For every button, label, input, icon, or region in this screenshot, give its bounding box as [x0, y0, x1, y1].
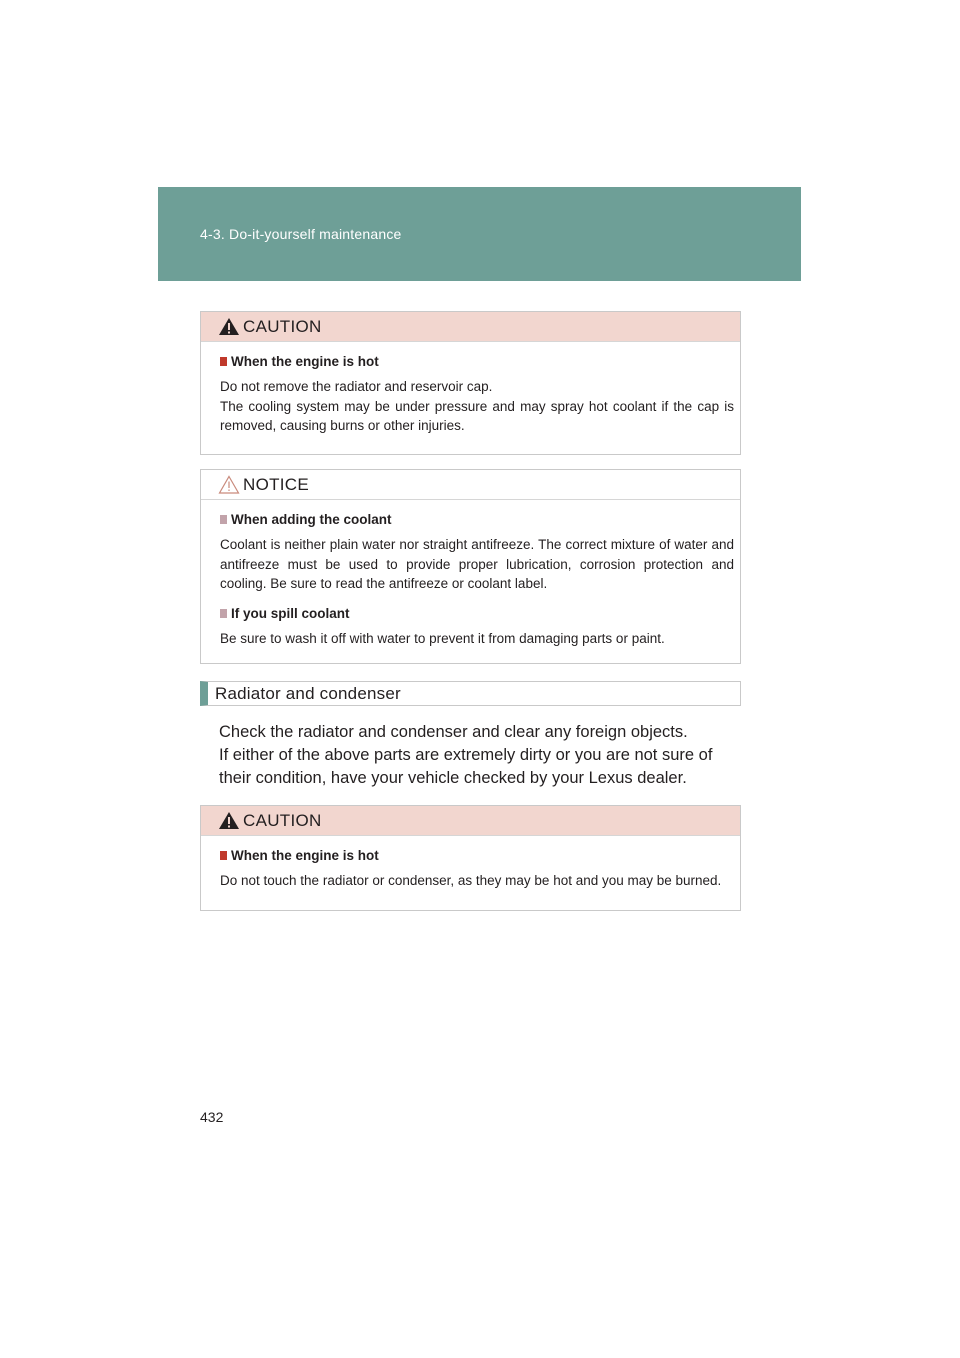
bullet-square-icon — [220, 357, 227, 366]
notice-header — [201, 470, 740, 500]
notice-box-coolant — [200, 469, 741, 664]
body-paragraph: If either of the above parts are extremely dirty or you are not sure of their condition, have your vehicle checked by your Lexus dealer. — [219, 746, 713, 787]
warning-triangle-icon — [218, 811, 240, 830]
section-heading-bar — [200, 681, 741, 706]
caution-item-text: Do not remove the radiator and reservoir cap. The cooling system may be under pressure and may spray hot coolant if the cap is removed, causing burns or other injuries. — [220, 379, 734, 433]
section-title: Radiator and condenser — [215, 684, 401, 703]
caution-title: CAUTION — [243, 317, 322, 336]
caution-box-engine-hot — [200, 311, 741, 455]
caution-box-radiator-hot — [200, 805, 741, 911]
bullet-square-icon — [220, 851, 227, 860]
caution-item-heading: When the engine is hot — [220, 354, 734, 369]
notice-item-text: Be sure to wash it off with water to prevent it from damaging parts or paint. — [220, 630, 665, 646]
body-paragraph: Check the radiator and condenser and clear any foreign objects. — [219, 723, 688, 741]
warning-outline-triangle-icon — [218, 475, 240, 494]
caution-title: CAUTION — [243, 811, 322, 830]
section-body — [219, 721, 739, 790]
caution-header — [201, 312, 740, 342]
notice-item-text: Coolant is neither plain water nor straight antifreeze. The correct mixture of water and antifreeze must be used to provide proper lubrication, corrosion protection and cooling. Be sure to read the antifreeze or coolant label. — [220, 537, 734, 591]
caution-item-heading: When the engine is hot — [220, 848, 734, 863]
chapter-title: 4-3. Do-it-yourself maintenance — [200, 226, 402, 242]
bullet-square-icon — [220, 609, 227, 618]
notice-title: NOTICE — [243, 475, 310, 494]
warning-triangle-icon — [218, 317, 240, 336]
page-number: 432 — [200, 1109, 224, 1125]
bullet-square-icon — [220, 515, 227, 524]
caution-header — [201, 806, 740, 836]
caution-item-text: Do not touch the radiator or condenser, as they may be hot and you may be burned. — [220, 873, 722, 888]
chapter-header — [158, 187, 801, 281]
notice-item-heading: When adding the coolant — [220, 512, 734, 527]
notice-item-heading: If you spill coolant — [220, 606, 734, 621]
